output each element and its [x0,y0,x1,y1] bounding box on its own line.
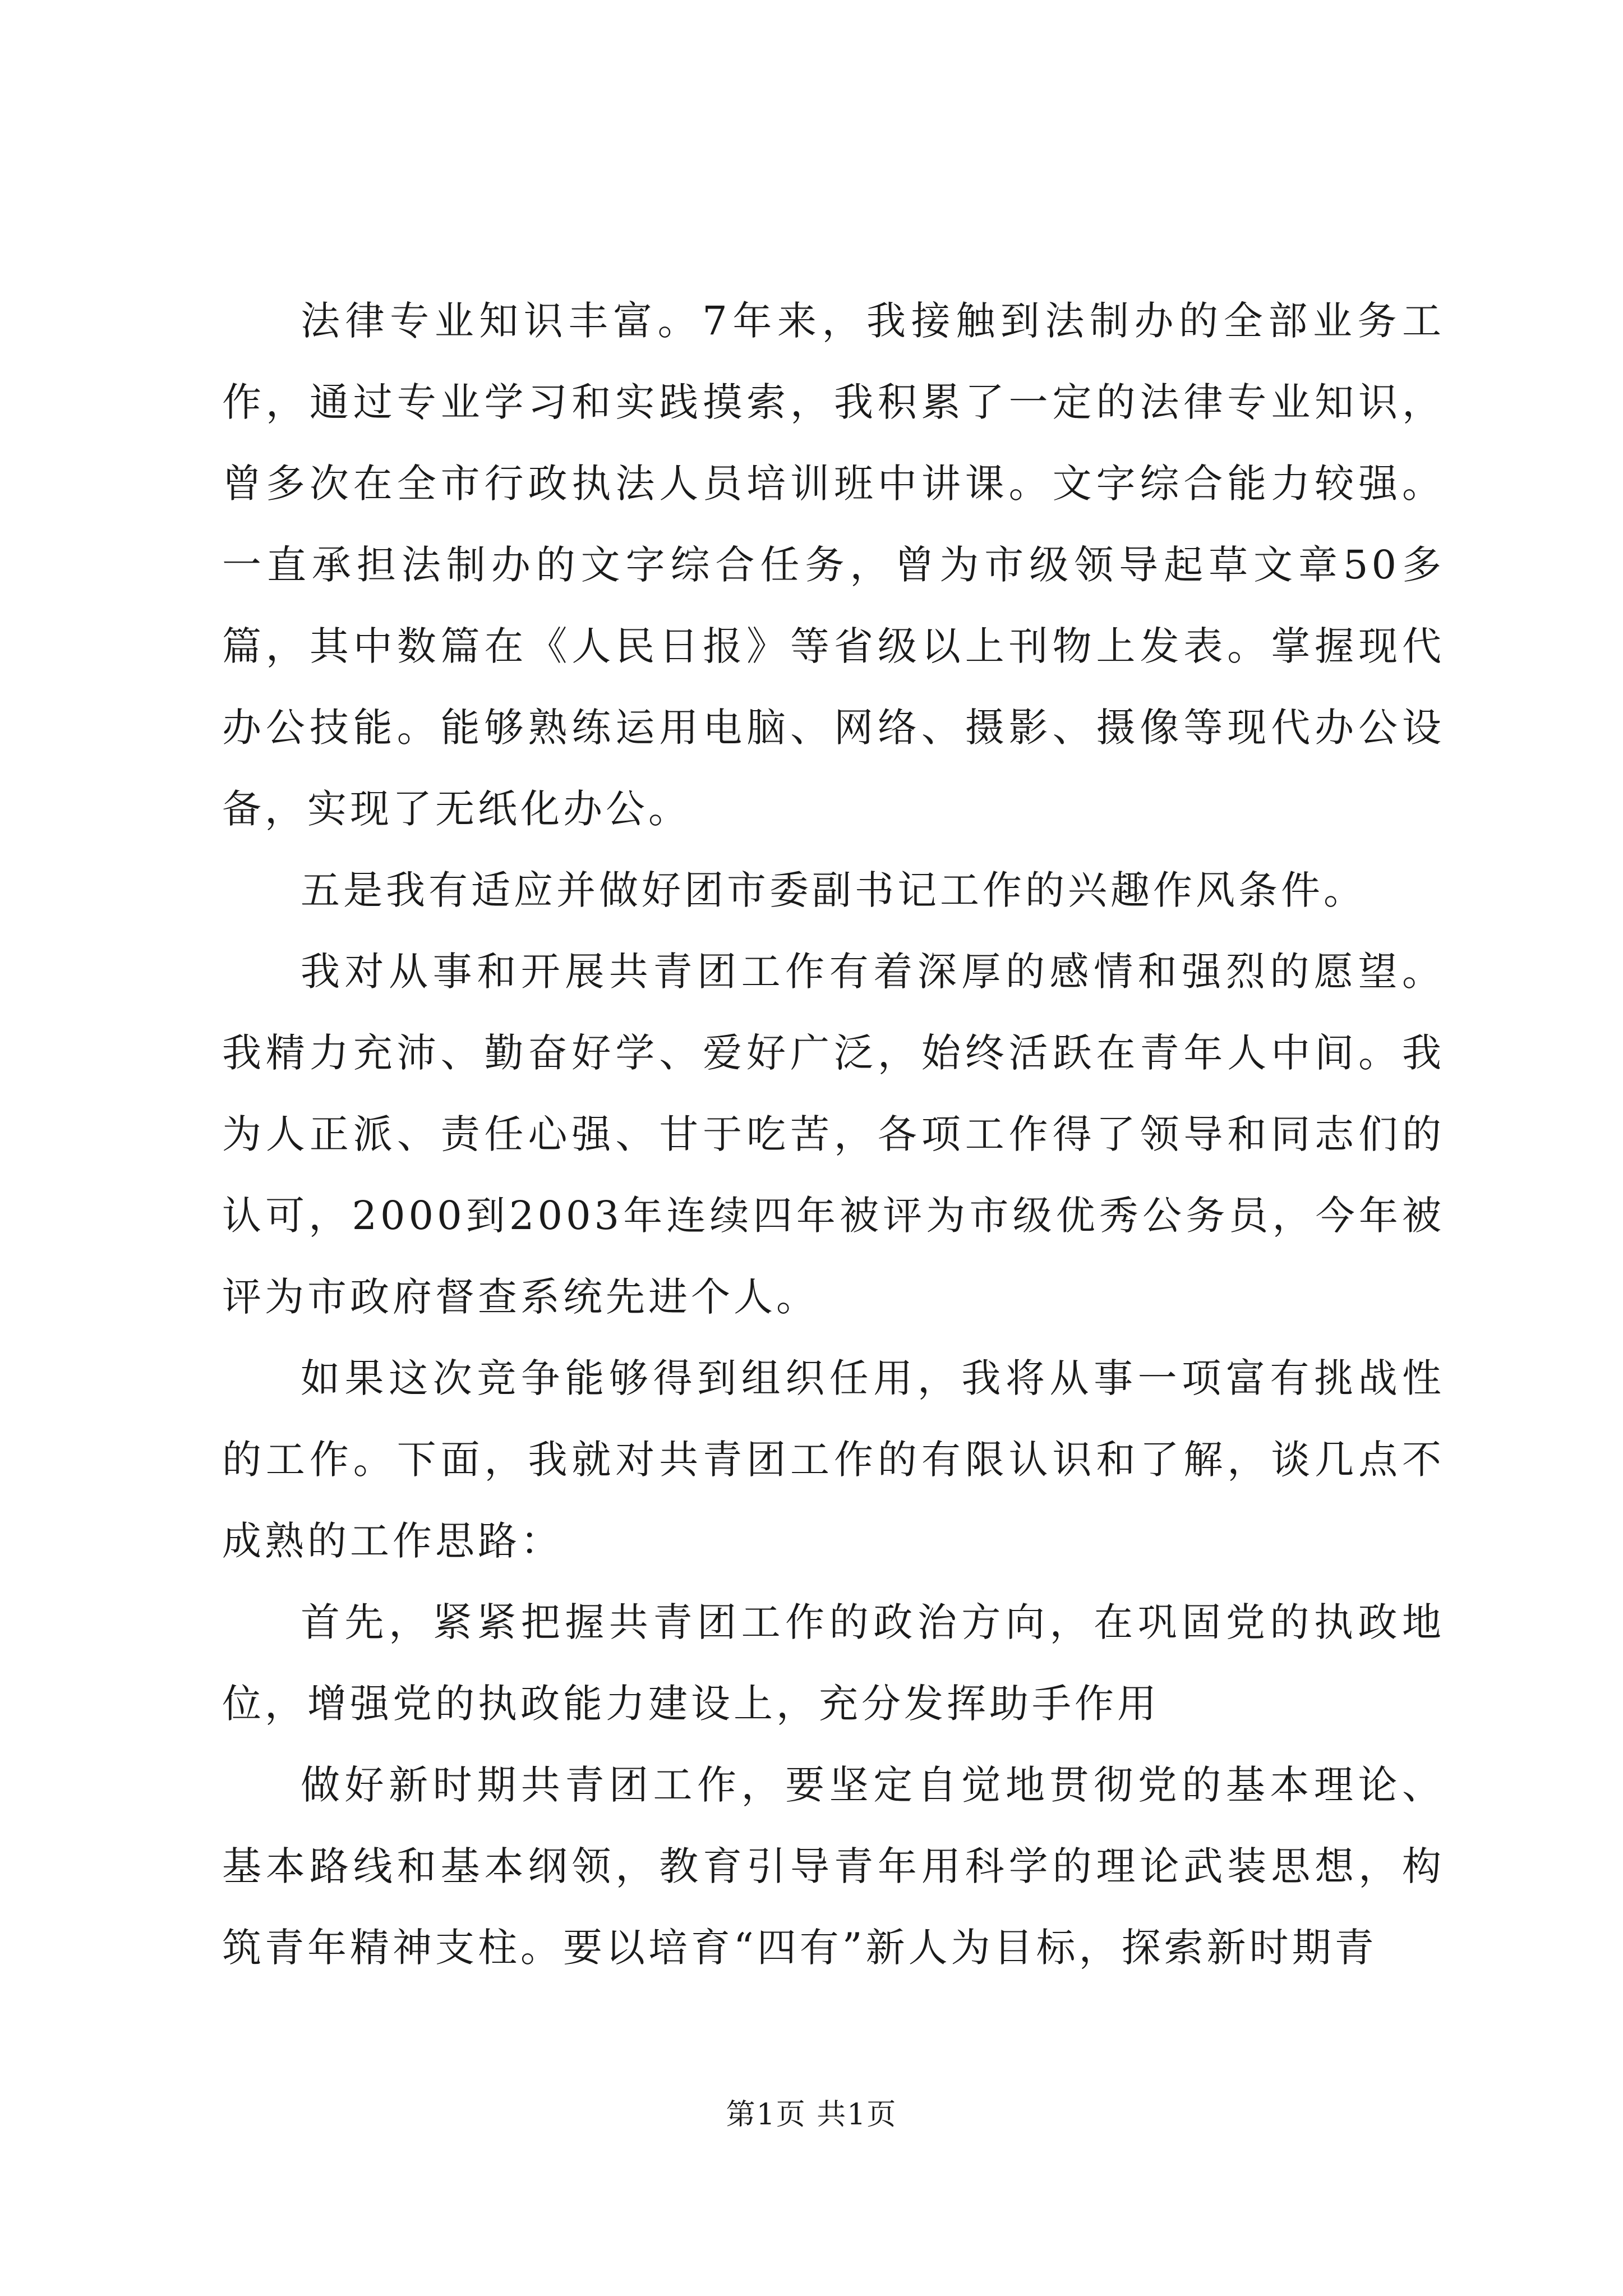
paragraph-legal-knowledge: 法律专业知识丰富。7年来，我接触到法制办的全部业务工作，通过专业学习和实践摸索，我积累了一定的法律专业知识，曾多次在全市行政执法人员培训班中讲课。文字综合能力较强。一直承担法制办的文字综合任务，曾为市级领导起草文章50多篇，其中数篇在《人民日报》等省级以上刊物上发表。掌握现代办公技能。能够熟练运用电脑、网络、摄影、摄像等现代办公设备，实现了无纸化办公。 [222,298,1445,832]
document-body [222,280,1445,1989]
paragraph-work-ideas-intro: 如果这次竞争能够得到组织任用，我将从事一项富有挑战性的工作。下面，我就对共青团工作的有限认识和了解，谈几点不成熟的工作思路： [222,1355,1445,1564]
page-footer [0,2092,1623,2137]
paragraph-political-direction: 首先，紧紧把握共青团工作的政治方向，在巩固党的执政地位，增强党的执政能力建设上，充分发挥助手作用 [222,1599,1445,1727]
page-number-label: 第1页 共1页 [726,2098,897,2132]
paragraph-new-era-work: 做好新时期共青团工作，要坚定自觉地贯彻党的基本理论、基本路线和基本纲领，教育引导青年用科学的理论武装思想，构筑青年精神支柱。要以培育“四有”新人为目标，探索新时期青 [222,1762,1445,1971]
paragraph-interest-style: 五是我有适应并做好团市委副书记工作的兴趣作风条件。 [301,867,1366,913]
paragraph-youth-work-passion: 我对从事和开展共青团工作有着深厚的感情和强烈的愿望。我精力充沛、勤奋好学、爱好广泛，始终活跃在青年人中间。我为人正派、责任心强、甘于吃苦，各项工作得了领导和同志们的认可，2000到2003年连续四年被评为市级优秀公务员，今年被评为市政府督查系统先进个人。 [222,949,1445,1320]
